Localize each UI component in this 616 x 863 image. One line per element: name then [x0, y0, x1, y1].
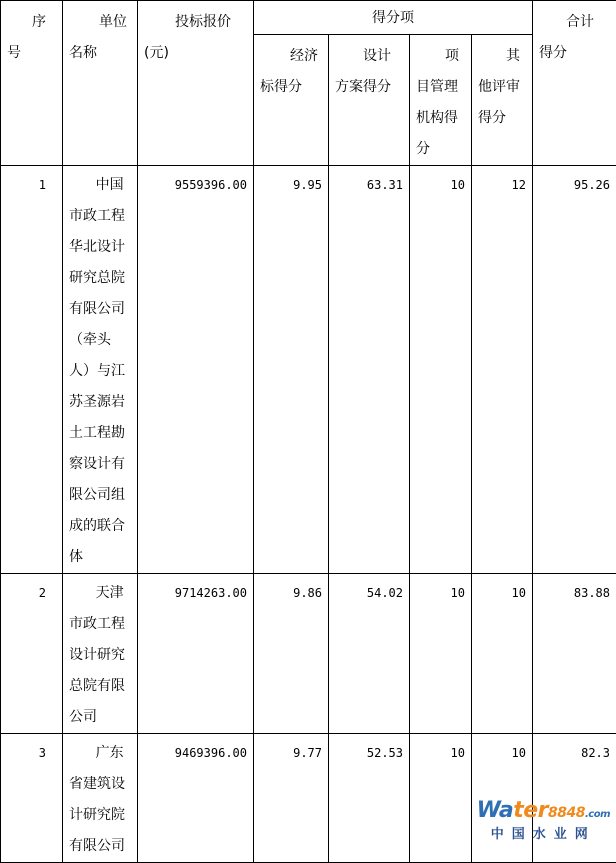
header-design [329, 35, 410, 166]
row-other: 10 [472, 574, 533, 734]
row-mgmt: 10 [410, 734, 472, 863]
row-seq: 2 [1, 574, 63, 734]
header-seq-line1: 序 [7, 7, 56, 38]
row-design: 52.53 [329, 734, 410, 863]
header-unit [63, 1, 138, 166]
header-econ [254, 35, 329, 166]
row-econ: 9.77 [254, 734, 329, 863]
header-other-line3: 得分 [478, 103, 526, 134]
watermark-subtitle: 中国水业网 [477, 827, 610, 843]
row-mgmt: 10 [410, 166, 472, 574]
row-bid: 9714263.00 [138, 574, 254, 734]
header-total-line2: 得分 [539, 38, 610, 69]
table-row [1, 166, 616, 574]
header-unit-line1: 单位 [69, 7, 131, 38]
header-mgmt-line1: 项 [416, 41, 465, 72]
header-unit-line2: 名称 [69, 38, 131, 69]
watermark-part1: Wa [477, 798, 514, 823]
header-mgmt-line4: 分 [416, 134, 465, 165]
row-unit-name: 广东省建筑设计研究院有限公司 [63, 734, 138, 863]
table-row [1, 574, 616, 734]
row-mgmt: 10 [410, 574, 472, 734]
row-seq: 3 [1, 734, 63, 863]
header-row-1 [1, 1, 616, 35]
header-score-items: 得分项 [254, 1, 533, 35]
header-econ-line2: 标得分 [260, 72, 322, 103]
header-other-line1: 其 [478, 41, 526, 72]
watermark-part2: ter [513, 798, 548, 823]
header-mgmt-line3: 机构得 [416, 103, 465, 134]
header-other-line2: 他评审 [478, 72, 526, 103]
header-total-line1: 合计 [539, 7, 610, 38]
row-total: 95.26 [533, 166, 616, 574]
watermark-part4: .com [585, 809, 610, 820]
row-other: 10 [472, 734, 533, 863]
header-mgmt [410, 35, 472, 166]
row-bid: 9559396.00 [138, 166, 254, 574]
header-bid-line1: 投标报价 [144, 7, 247, 38]
header-other [472, 35, 533, 166]
header-seq-line2: 号 [7, 38, 56, 69]
header-bid [138, 1, 254, 166]
row-unit-name: 天津市政工程设计研究总院有限公司 [63, 574, 138, 734]
watermark-part3: 8848 [548, 805, 585, 821]
row-seq: 1 [1, 166, 63, 574]
row-bid: 9469396.00 [138, 734, 254, 863]
watermark-logo [477, 799, 610, 843]
row-design: 54.02 [329, 574, 410, 734]
header-seq [1, 1, 63, 166]
header-design-line1: 设计 [335, 41, 403, 72]
row-other: 12 [472, 166, 533, 574]
row-design: 63.31 [329, 166, 410, 574]
row-unit-name: 中国市政工程华北设计研究总院有限公司（牵头人）与江苏圣源岩土工程勘察设计有限公司组成的联合体 [63, 166, 138, 574]
header-design-line2: 方案得分 [335, 72, 403, 103]
row-econ: 9.95 [254, 166, 329, 574]
header-mgmt-line2: 目管理 [416, 72, 465, 103]
header-bid-line2: (元) [144, 38, 247, 69]
row-total: 83.88 [533, 574, 616, 734]
row-total: 82.3 [533, 734, 616, 863]
row-econ: 9.86 [254, 574, 329, 734]
watermark-title [477, 799, 610, 827]
header-total [533, 1, 616, 166]
header-econ-line1: 经济 [260, 41, 322, 72]
